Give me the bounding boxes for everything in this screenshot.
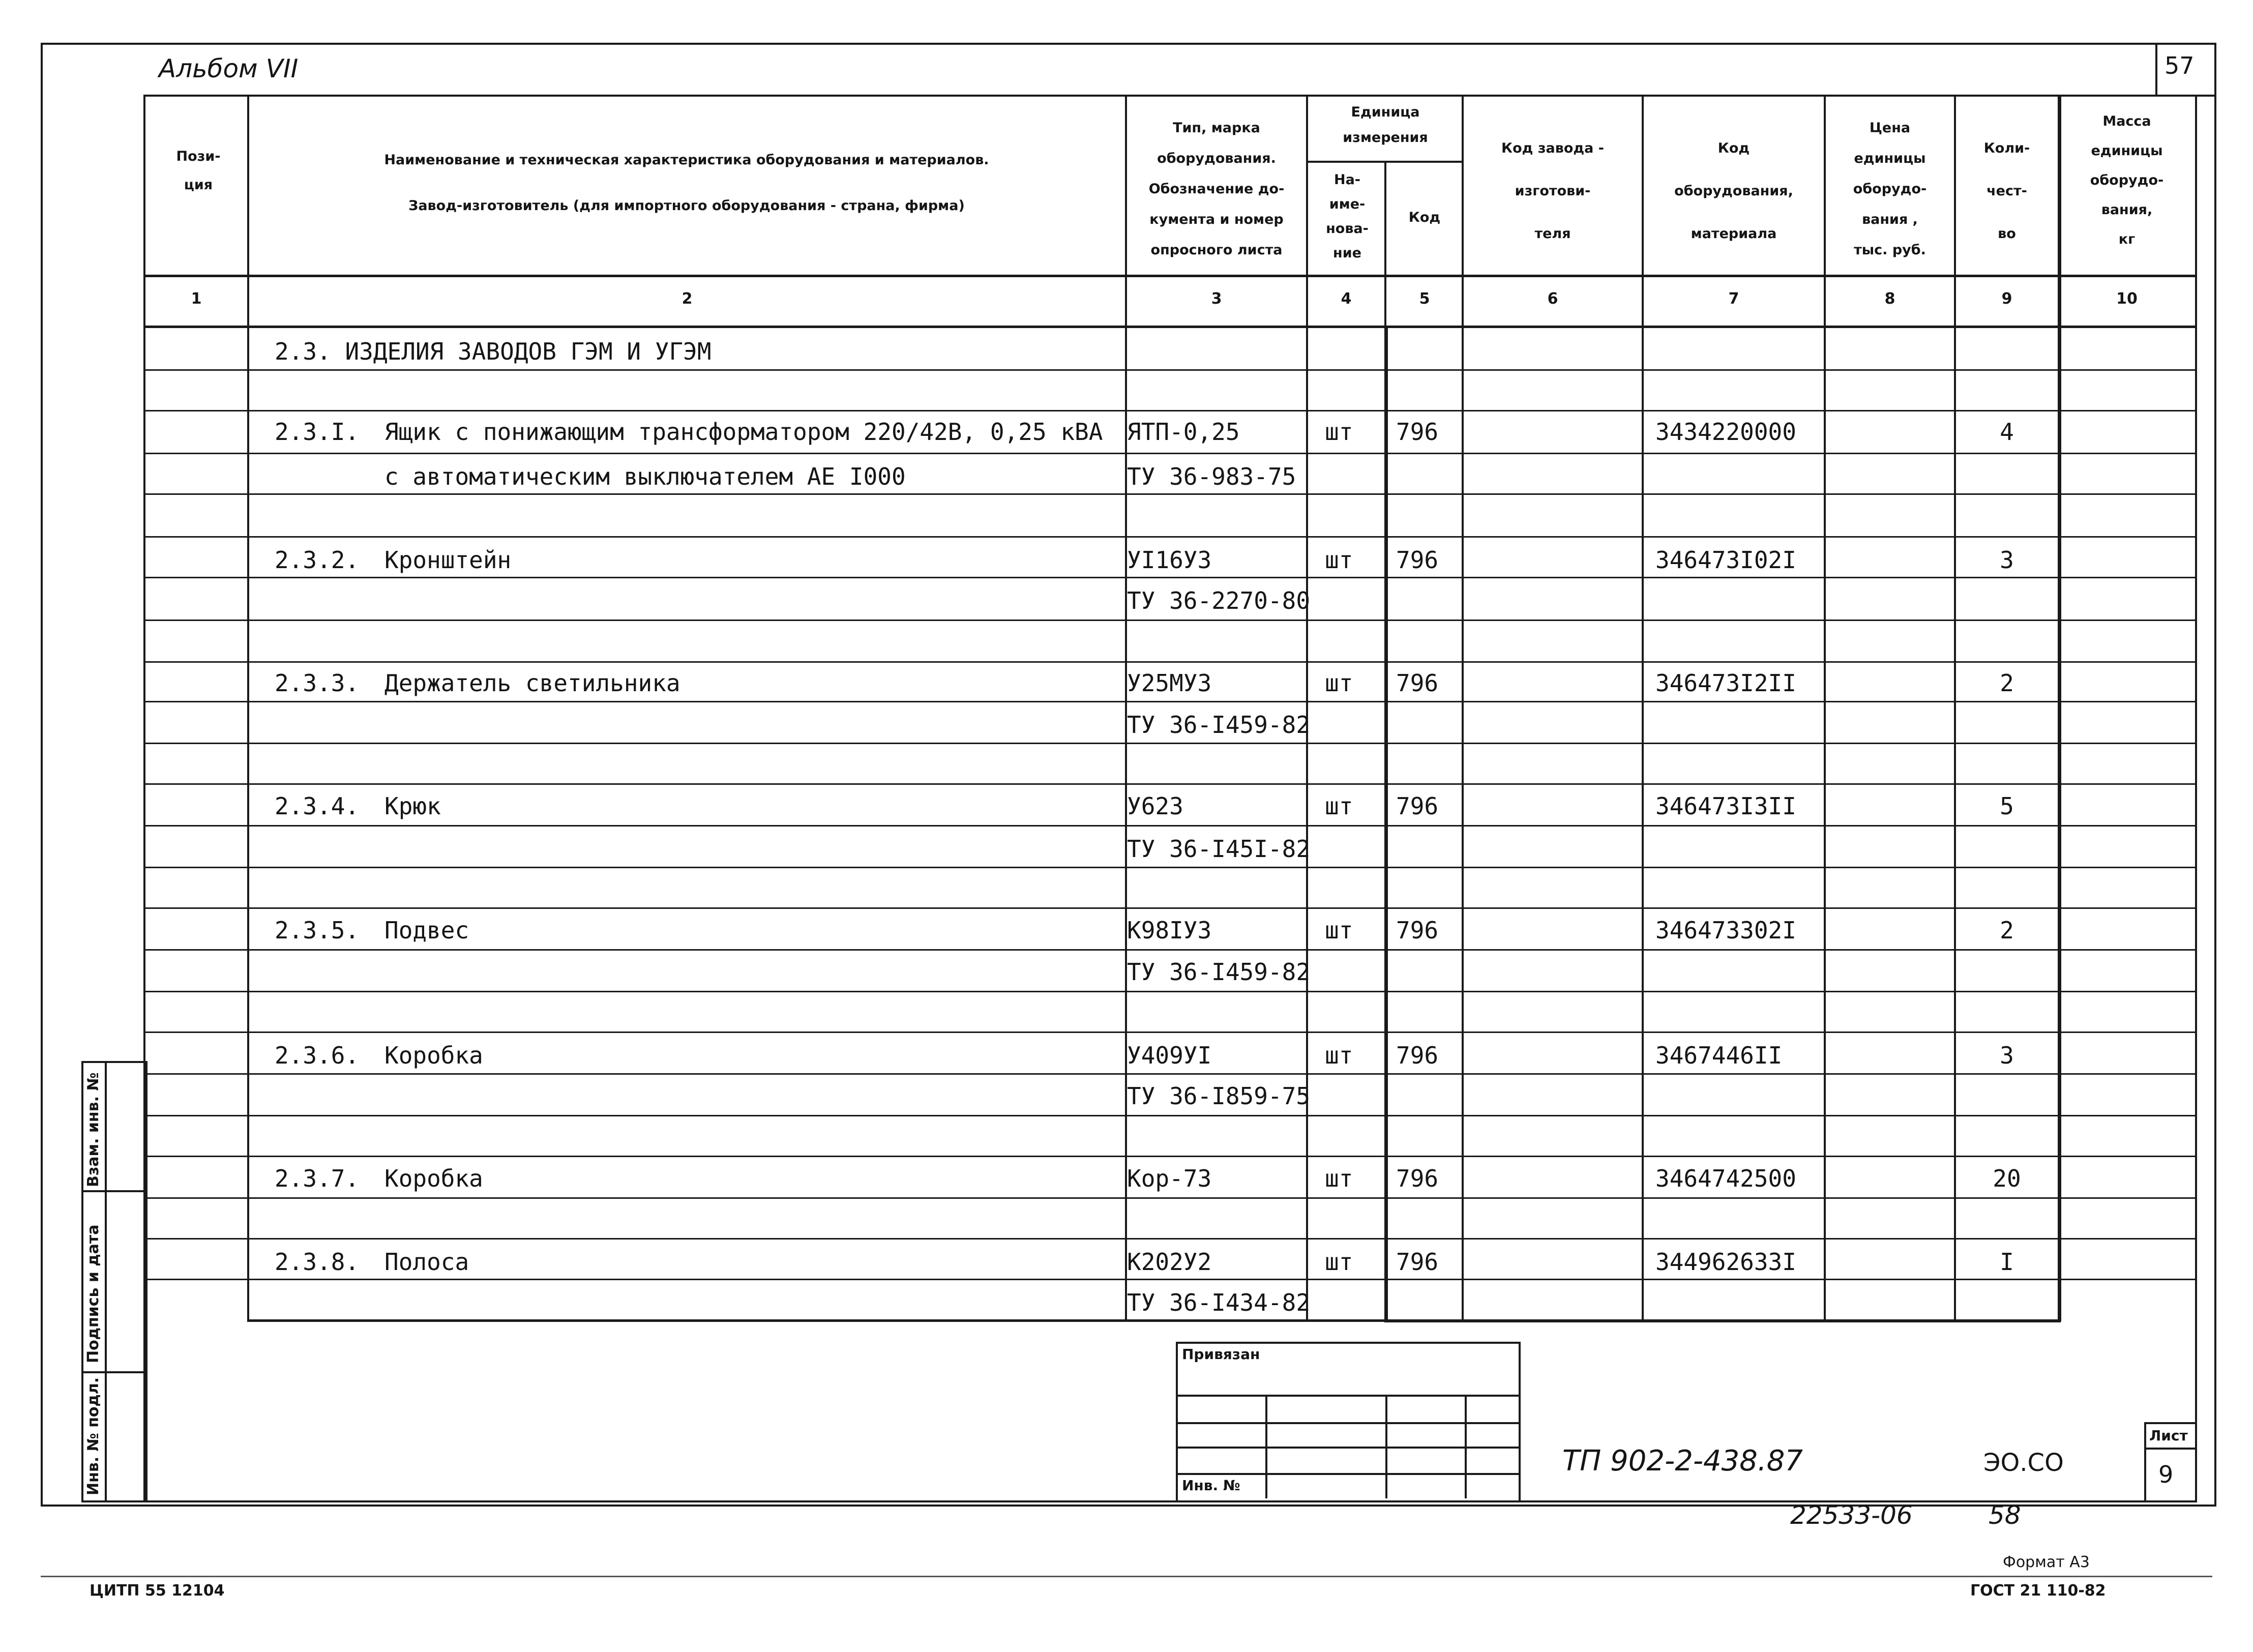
col-line-5	[1462, 95, 1464, 1321]
row-line	[143, 410, 2195, 411]
hdr-price-l1: Цена	[1869, 120, 1911, 136]
item-code: 3434220000	[1655, 418, 1796, 446]
colnum-bottom-line	[143, 326, 2195, 328]
hdr-equipment-code	[1645, 127, 1823, 255]
hdr-price	[1826, 113, 1954, 266]
footer-gost: ГОСТ 21 110-82	[1970, 1582, 2106, 1600]
hdr-unit-name-l3: нова-	[1326, 221, 1369, 237]
item-type: У25МУ3	[1127, 669, 1212, 697]
hdr-factory-code-l3: теля	[1534, 226, 1571, 242]
row-line	[143, 701, 2195, 702]
item-name: Кронштейн	[384, 546, 512, 574]
item-unit: шт	[1325, 1165, 1353, 1192]
item-doc: ТУ 36-I459-82	[1127, 711, 1311, 739]
col-line-8	[1954, 95, 1956, 1321]
item-unit-code: 796	[1396, 1248, 1439, 1276]
item-num: 2.3.2.	[275, 546, 360, 574]
hdr-price-l5: тыс. руб.	[1854, 242, 1926, 258]
item-code: 344962633I	[1655, 1248, 1796, 1276]
item-qty: 2	[2000, 917, 2014, 944]
item-name: Полоса	[384, 1248, 469, 1276]
item-num: 2.3.4.	[275, 792, 360, 820]
stamp-h4	[1176, 1473, 1519, 1475]
item-name: Держатель светильника	[384, 669, 680, 697]
hdr-unit-name-l2: име-	[1329, 196, 1366, 212]
hdr-price-l3: оборудо-	[1853, 181, 1927, 197]
item-type: УI16У3	[1127, 546, 1212, 574]
item-code: 3467446II	[1655, 1042, 1783, 1069]
album-label: Альбом VII	[159, 54, 299, 83]
hdr-price-l4: вания ,	[1862, 212, 1918, 227]
item-code: 3464742500	[1655, 1165, 1796, 1192]
item-type: К98IУ3	[1127, 917, 1212, 944]
item-code: 346473302I	[1655, 917, 1796, 944]
section-title: 2.3. ИЗДЕЛИЯ ЗАВОДОВ ГЭМ И УГЭМ	[275, 338, 712, 365]
hdr-mass-l5: кг	[2118, 231, 2136, 247]
hdr-equipment-code-l2: оборудования,	[1674, 183, 1793, 199]
hdr-type-l1: Тип, марка	[1173, 120, 1260, 136]
col-line-4b	[1384, 326, 1388, 1321]
side-label-signature-date: Подпись и дата	[84, 1224, 102, 1363]
page-number: 57	[2165, 52, 2195, 79]
hdr-factory-code	[1465, 127, 1641, 255]
side-strip-split	[105, 1061, 107, 1500]
hdr-mass-l3: оборудо-	[2090, 172, 2164, 188]
stamp-h2	[1176, 1422, 1519, 1424]
hdr-factory-code-l2: изготови-	[1515, 183, 1591, 199]
item-doc: ТУ 36-I434-82	[1127, 1289, 1311, 1316]
row-line	[143, 453, 2195, 454]
stamp-v1	[1265, 1395, 1267, 1498]
col-line-3	[1306, 95, 1308, 1321]
item-unit-code: 796	[1396, 669, 1439, 697]
item-code: 346473I2II	[1655, 669, 1796, 697]
item-name: Коробка	[384, 1165, 483, 1192]
colnum-8: 8	[1884, 290, 1895, 308]
item-unit: шт	[1325, 917, 1353, 944]
item-doc: ТУ 36-I459-82	[1127, 958, 1311, 986]
colnum-9: 9	[2001, 290, 2012, 308]
item-unit: шт	[1325, 546, 1353, 574]
hdr-position-l2: ция	[184, 177, 213, 193]
hdr-type	[1128, 113, 1305, 266]
item-type: У623	[1127, 792, 1183, 820]
hdr-quantity-l2: чест-	[1987, 183, 2027, 199]
colnum-2: 2	[681, 290, 693, 308]
item-unit-code: 796	[1396, 917, 1439, 944]
sheet-number: 9	[2158, 1461, 2174, 1488]
side-strip-h2	[81, 1371, 145, 1373]
side-label-replaced-inv: Взам. инв. №	[84, 1072, 102, 1187]
hdr-unit-name-l1: На-	[1333, 172, 1361, 188]
item-qty: I	[2000, 1248, 2014, 1276]
row-line	[143, 1031, 2195, 1033]
hdr-name-l1: Наименование и техническая характеристика оборудования и материалов.	[384, 152, 989, 168]
item-unit-code: 796	[1396, 1165, 1439, 1192]
row-line	[143, 493, 2195, 495]
side-strip-h1	[81, 1190, 145, 1192]
item-qty: 5	[2000, 792, 2014, 820]
hdr-unit-l1: Единица	[1351, 104, 1420, 120]
item-qty: 3	[2000, 546, 2014, 574]
side-label-inv-original: Инв. № подл.	[84, 1377, 102, 1495]
item-unit: шт	[1325, 792, 1353, 820]
row-line	[143, 867, 2195, 868]
item-doc: ТУ 36-983-75	[1127, 463, 1296, 490]
item-num: 2.3.7.	[275, 1165, 360, 1192]
hdr-factory-code-l1: Код завода -	[1501, 140, 1604, 156]
item-name: Крюк	[384, 792, 441, 820]
item-name: Ящик с понижающим трансформатором 220/42В, 0,25 кВА	[384, 418, 1103, 446]
col-line-2	[1125, 95, 1127, 1321]
item-unit-code: 796	[1396, 418, 1439, 446]
hdr-type-l3: Обозначение до-	[1148, 181, 1285, 197]
table-body-bottom	[247, 1319, 1386, 1322]
item-qty: 4	[2000, 418, 2014, 446]
footer-left: ЦИТП 55 12104	[90, 1582, 225, 1600]
stamp-h1	[1176, 1395, 1519, 1397]
inv-label: Инв. №	[1182, 1477, 1240, 1494]
colnum-10: 10	[2116, 290, 2138, 308]
item-qty: 2	[2000, 669, 2014, 697]
hdr-mass	[2061, 107, 2193, 254]
handwritten-page: 58	[1989, 1500, 2021, 1530]
table-body-bottom-right	[1384, 1319, 2061, 1322]
hdr-mass-l4: вания,	[2101, 202, 2153, 218]
colnum-3: 3	[1211, 290, 1222, 308]
row-line	[143, 1279, 2195, 1280]
sheet-box-split	[2144, 1448, 2195, 1450]
row-line	[143, 1156, 2195, 1157]
footer-format: Формат А3	[2003, 1553, 2090, 1571]
archive-number: 22533-06	[1790, 1500, 1913, 1530]
item-unit: шт	[1325, 1042, 1353, 1069]
col-line-7	[1824, 95, 1826, 1321]
stamp-h3	[1176, 1447, 1519, 1449]
hdr-position-l1: Пози-	[176, 149, 221, 164]
hdr-mass-l2: единицы	[2091, 143, 2163, 159]
row-line	[143, 991, 2195, 992]
bound-label: Привязан	[1182, 1346, 1260, 1363]
item-qty: 20	[1993, 1165, 2021, 1192]
item-num: 2.3.3.	[275, 669, 360, 697]
colnum-6: 6	[1547, 290, 1558, 308]
item-code: 346473I02I	[1655, 546, 1796, 574]
stamp-v3	[1465, 1395, 1467, 1498]
stamp-v2	[1385, 1395, 1387, 1498]
hdr-name-l2: Завод-изготовитель (для импортного оборудования - страна, фирма)	[408, 198, 965, 214]
doc-section: ЭО.СО	[1983, 1449, 2064, 1477]
hdr-unit-l2: измерения	[1343, 130, 1428, 145]
row-line	[143, 825, 2195, 827]
item-unit: шт	[1325, 418, 1353, 446]
item-unit-code: 796	[1396, 1042, 1439, 1069]
item-type: ЯТП-0,25	[1127, 418, 1240, 446]
row-line	[143, 1238, 2195, 1240]
hdr-quantity	[1956, 127, 2058, 255]
row-line	[143, 620, 2195, 621]
row-line	[143, 949, 2195, 951]
col-line-1	[247, 95, 249, 1321]
row-line	[143, 743, 2195, 744]
item-type: К202У2	[1127, 1248, 1212, 1276]
hdr-unit	[1309, 100, 1462, 151]
item-name: Коробка	[384, 1042, 483, 1069]
row-line	[143, 907, 2195, 909]
sheet-label: Лист	[2149, 1427, 2188, 1444]
hdr-position	[153, 142, 244, 199]
item-doc: ТУ 36-I45I-82	[1127, 835, 1311, 863]
colnum-4: 4	[1341, 290, 1352, 308]
row-line	[143, 577, 2195, 578]
item-doc: ТУ 36-I859-75	[1127, 1082, 1311, 1110]
item-code: 346473I3II	[1655, 792, 1796, 820]
hdr-unit-code: Код	[1408, 210, 1441, 225]
row-line	[143, 661, 2195, 663]
doc-code: ТП 902-2-438.87	[1562, 1444, 1803, 1478]
item-num: 2.3.5.	[275, 917, 360, 944]
row-line	[143, 536, 2195, 538]
col-line-9	[2058, 95, 2061, 1321]
hdr-equipment-code-l1: Код	[1717, 140, 1750, 156]
item-num: 2.3.I.	[275, 418, 360, 446]
colnum-1: 1	[191, 290, 202, 308]
hdr-type-l2: оборудования.	[1157, 151, 1276, 166]
item-type: Кор-73	[1127, 1165, 1212, 1192]
row-line	[143, 1115, 2195, 1116]
row-line	[143, 783, 2195, 785]
item-num: 2.3.8.	[275, 1248, 360, 1276]
item-num: 2.3.6.	[275, 1042, 360, 1069]
hdr-equipment-code-l3: материала	[1691, 226, 1777, 242]
hdr-quantity-l3: во	[1998, 226, 2016, 242]
colnum-7: 7	[1728, 290, 1739, 308]
hdr-mass-l1: Масса	[2102, 113, 2151, 129]
item-qty: 3	[2000, 1042, 2014, 1069]
hdr-unit-name	[1309, 168, 1385, 266]
item-unit-code: 796	[1396, 546, 1439, 574]
item-type: У409УI	[1127, 1042, 1212, 1069]
hdr-type-l5: опросного листа	[1150, 242, 1283, 258]
hdr-quantity-l1: Коли-	[1983, 140, 2030, 156]
item-doc: ТУ 36-2270-80	[1127, 587, 1311, 614]
item-unit: шт	[1325, 669, 1353, 697]
row-line	[143, 369, 2195, 371]
hdr-price-l2: единицы	[1854, 151, 1926, 166]
header-bottom-line	[143, 275, 2195, 277]
item-unit-code: 796	[1396, 792, 1439, 820]
row-line	[143, 1073, 2195, 1075]
item-name: Подвес	[384, 917, 469, 944]
row-line	[143, 1197, 2195, 1199]
item-unit: шт	[1325, 1248, 1353, 1276]
item-name-line2: с автоматическим выключателем АЕ I000	[384, 463, 906, 490]
footer-line	[41, 1576, 2212, 1577]
hdr-name	[254, 137, 1119, 229]
hdr-unit-name-l4: ние	[1333, 245, 1361, 261]
col-line-6	[1642, 95, 1644, 1321]
hdr-type-l4: кумента и номер	[1149, 212, 1284, 227]
colnum-5: 5	[1419, 290, 1430, 308]
